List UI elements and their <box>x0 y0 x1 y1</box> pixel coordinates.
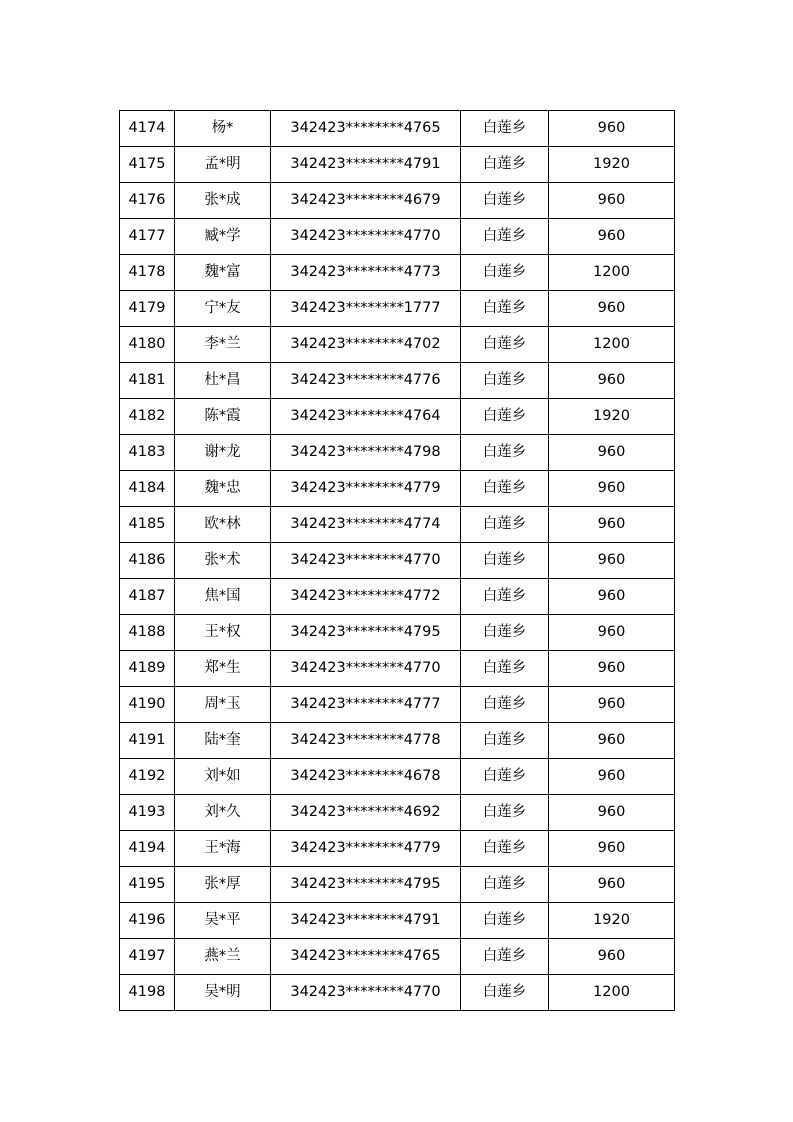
table-row <box>120 975 675 1011</box>
row-number-cell: 4177 <box>120 219 175 255</box>
township-cell: 白莲乡 <box>461 399 549 435</box>
table-row <box>120 183 675 219</box>
township-cell: 白莲乡 <box>461 111 549 147</box>
table-row <box>120 147 675 183</box>
table-row <box>120 435 675 471</box>
township-cell: 白莲乡 <box>461 327 549 363</box>
township-cell: 白莲乡 <box>461 687 549 723</box>
township-cell: 白莲乡 <box>461 723 549 759</box>
township-cell: 白莲乡 <box>461 471 549 507</box>
name-cell: 张*术 <box>175 543 271 579</box>
row-number-cell: 4189 <box>120 651 175 687</box>
id-number-cell: 342423********4764 <box>271 399 461 435</box>
township-cell: 白莲乡 <box>461 615 549 651</box>
id-number-cell: 342423********4779 <box>271 471 461 507</box>
row-number-cell: 4186 <box>120 543 175 579</box>
township-cell: 白莲乡 <box>461 831 549 867</box>
township-cell: 白莲乡 <box>461 255 549 291</box>
table-row <box>120 615 675 651</box>
township-cell: 白莲乡 <box>461 975 549 1011</box>
id-number-cell: 342423********4791 <box>271 147 461 183</box>
id-number-cell: 342423********4770 <box>271 219 461 255</box>
name-cell: 吴*明 <box>175 975 271 1011</box>
row-number-cell: 4182 <box>120 399 175 435</box>
amount-cell: 960 <box>549 507 675 543</box>
amount-cell: 960 <box>549 723 675 759</box>
row-number-cell: 4188 <box>120 615 175 651</box>
amount-cell: 960 <box>549 939 675 975</box>
row-number-cell: 4196 <box>120 903 175 939</box>
name-cell: 王*海 <box>175 831 271 867</box>
name-cell: 魏*忠 <box>175 471 271 507</box>
row-number-cell: 4187 <box>120 579 175 615</box>
row-number-cell: 4193 <box>120 795 175 831</box>
amount-cell: 960 <box>549 183 675 219</box>
table-row <box>120 111 675 147</box>
row-number-cell: 4198 <box>120 975 175 1011</box>
township-cell: 白莲乡 <box>461 147 549 183</box>
id-number-cell: 342423********4779 <box>271 831 461 867</box>
row-number-cell: 4181 <box>120 363 175 399</box>
table-row <box>120 291 675 327</box>
name-cell: 刘*如 <box>175 759 271 795</box>
id-number-cell: 342423********4770 <box>271 651 461 687</box>
id-number-cell: 342423********4773 <box>271 255 461 291</box>
id-number-cell: 342423********4772 <box>271 579 461 615</box>
township-cell: 白莲乡 <box>461 939 549 975</box>
id-number-cell: 342423********4774 <box>271 507 461 543</box>
name-cell: 魏*富 <box>175 255 271 291</box>
id-number-cell: 342423********4770 <box>271 975 461 1011</box>
row-number-cell: 4197 <box>120 939 175 975</box>
amount-cell: 960 <box>549 219 675 255</box>
amount-cell: 1200 <box>549 975 675 1011</box>
row-number-cell: 4191 <box>120 723 175 759</box>
id-number-cell: 342423********4776 <box>271 363 461 399</box>
id-number-cell: 342423********4777 <box>271 687 461 723</box>
id-number-cell: 342423********4798 <box>271 435 461 471</box>
row-number-cell: 4184 <box>120 471 175 507</box>
row-number-cell: 4194 <box>120 831 175 867</box>
table-row <box>120 471 675 507</box>
amount-cell: 960 <box>549 759 675 795</box>
id-number-cell: 342423********4795 <box>271 867 461 903</box>
amount-cell: 960 <box>549 435 675 471</box>
id-number-cell: 342423********4770 <box>271 543 461 579</box>
township-cell: 白莲乡 <box>461 579 549 615</box>
row-number-cell: 4176 <box>120 183 175 219</box>
row-number-cell: 4179 <box>120 291 175 327</box>
table-row <box>120 795 675 831</box>
amount-cell: 960 <box>549 687 675 723</box>
row-number-cell: 4195 <box>120 867 175 903</box>
township-cell: 白莲乡 <box>461 183 549 219</box>
amount-cell: 960 <box>549 831 675 867</box>
row-number-cell: 4185 <box>120 507 175 543</box>
table-row <box>120 939 675 975</box>
table-row <box>120 831 675 867</box>
name-cell: 郑*生 <box>175 651 271 687</box>
amount-cell: 960 <box>549 615 675 651</box>
row-number-cell: 4190 <box>120 687 175 723</box>
row-number-cell: 4183 <box>120 435 175 471</box>
township-cell: 白莲乡 <box>461 867 549 903</box>
name-cell: 张*厚 <box>175 867 271 903</box>
id-number-cell: 342423********1777 <box>271 291 461 327</box>
amount-cell: 960 <box>549 363 675 399</box>
name-cell: 宁*友 <box>175 291 271 327</box>
roster-table <box>119 110 675 1011</box>
id-number-cell: 342423********4692 <box>271 795 461 831</box>
id-number-cell: 342423********4778 <box>271 723 461 759</box>
name-cell: 刘*久 <box>175 795 271 831</box>
name-cell: 李*兰 <box>175 327 271 363</box>
township-cell: 白莲乡 <box>461 435 549 471</box>
township-cell: 白莲乡 <box>461 291 549 327</box>
amount-cell: 1200 <box>549 327 675 363</box>
township-cell: 白莲乡 <box>461 651 549 687</box>
amount-cell: 960 <box>549 111 675 147</box>
id-number-cell: 342423********4795 <box>271 615 461 651</box>
id-number-cell: 342423********4791 <box>271 903 461 939</box>
row-number-cell: 4174 <box>120 111 175 147</box>
id-number-cell: 342423********4702 <box>271 327 461 363</box>
amount-cell: 1920 <box>549 903 675 939</box>
name-cell: 谢*龙 <box>175 435 271 471</box>
table-row <box>120 543 675 579</box>
amount-cell: 960 <box>549 579 675 615</box>
name-cell: 孟*明 <box>175 147 271 183</box>
table-row <box>120 327 675 363</box>
table-row <box>120 219 675 255</box>
amount-cell: 960 <box>549 471 675 507</box>
id-number-cell: 342423********4765 <box>271 111 461 147</box>
amount-cell: 960 <box>549 795 675 831</box>
row-number-cell: 4178 <box>120 255 175 291</box>
amount-cell: 1920 <box>549 147 675 183</box>
township-cell: 白莲乡 <box>461 903 549 939</box>
name-cell: 吴*平 <box>175 903 271 939</box>
id-number-cell: 342423********4679 <box>271 183 461 219</box>
amount-cell: 960 <box>549 543 675 579</box>
amount-cell: 960 <box>549 291 675 327</box>
table-row <box>120 867 675 903</box>
id-number-cell: 342423********4678 <box>271 759 461 795</box>
name-cell: 张*成 <box>175 183 271 219</box>
row-number-cell: 4192 <box>120 759 175 795</box>
name-cell: 燕*兰 <box>175 939 271 975</box>
township-cell: 白莲乡 <box>461 795 549 831</box>
id-number-cell: 342423********4765 <box>271 939 461 975</box>
township-cell: 白莲乡 <box>461 219 549 255</box>
township-cell: 白莲乡 <box>461 543 549 579</box>
amount-cell: 1200 <box>549 255 675 291</box>
name-cell: 陆*奎 <box>175 723 271 759</box>
table-row <box>120 255 675 291</box>
name-cell: 杨* <box>175 111 271 147</box>
amount-cell: 960 <box>549 651 675 687</box>
table-row <box>120 651 675 687</box>
name-cell: 陈*霞 <box>175 399 271 435</box>
table-row <box>120 723 675 759</box>
name-cell: 周*玉 <box>175 687 271 723</box>
name-cell: 欧*林 <box>175 507 271 543</box>
row-number-cell: 4180 <box>120 327 175 363</box>
amount-cell: 960 <box>549 867 675 903</box>
township-cell: 白莲乡 <box>461 759 549 795</box>
table-row <box>120 507 675 543</box>
name-cell: 焦*国 <box>175 579 271 615</box>
table-row <box>120 363 675 399</box>
amount-cell: 1920 <box>549 399 675 435</box>
township-cell: 白莲乡 <box>461 507 549 543</box>
row-number-cell: 4175 <box>120 147 175 183</box>
table-row <box>120 579 675 615</box>
township-cell: 白莲乡 <box>461 363 549 399</box>
table-row <box>120 759 675 795</box>
roster-table-body <box>120 111 675 1011</box>
table-row <box>120 903 675 939</box>
name-cell: 臧*学 <box>175 219 271 255</box>
table-row <box>120 399 675 435</box>
name-cell: 杜*昌 <box>175 363 271 399</box>
name-cell: 王*权 <box>175 615 271 651</box>
table-row <box>120 687 675 723</box>
